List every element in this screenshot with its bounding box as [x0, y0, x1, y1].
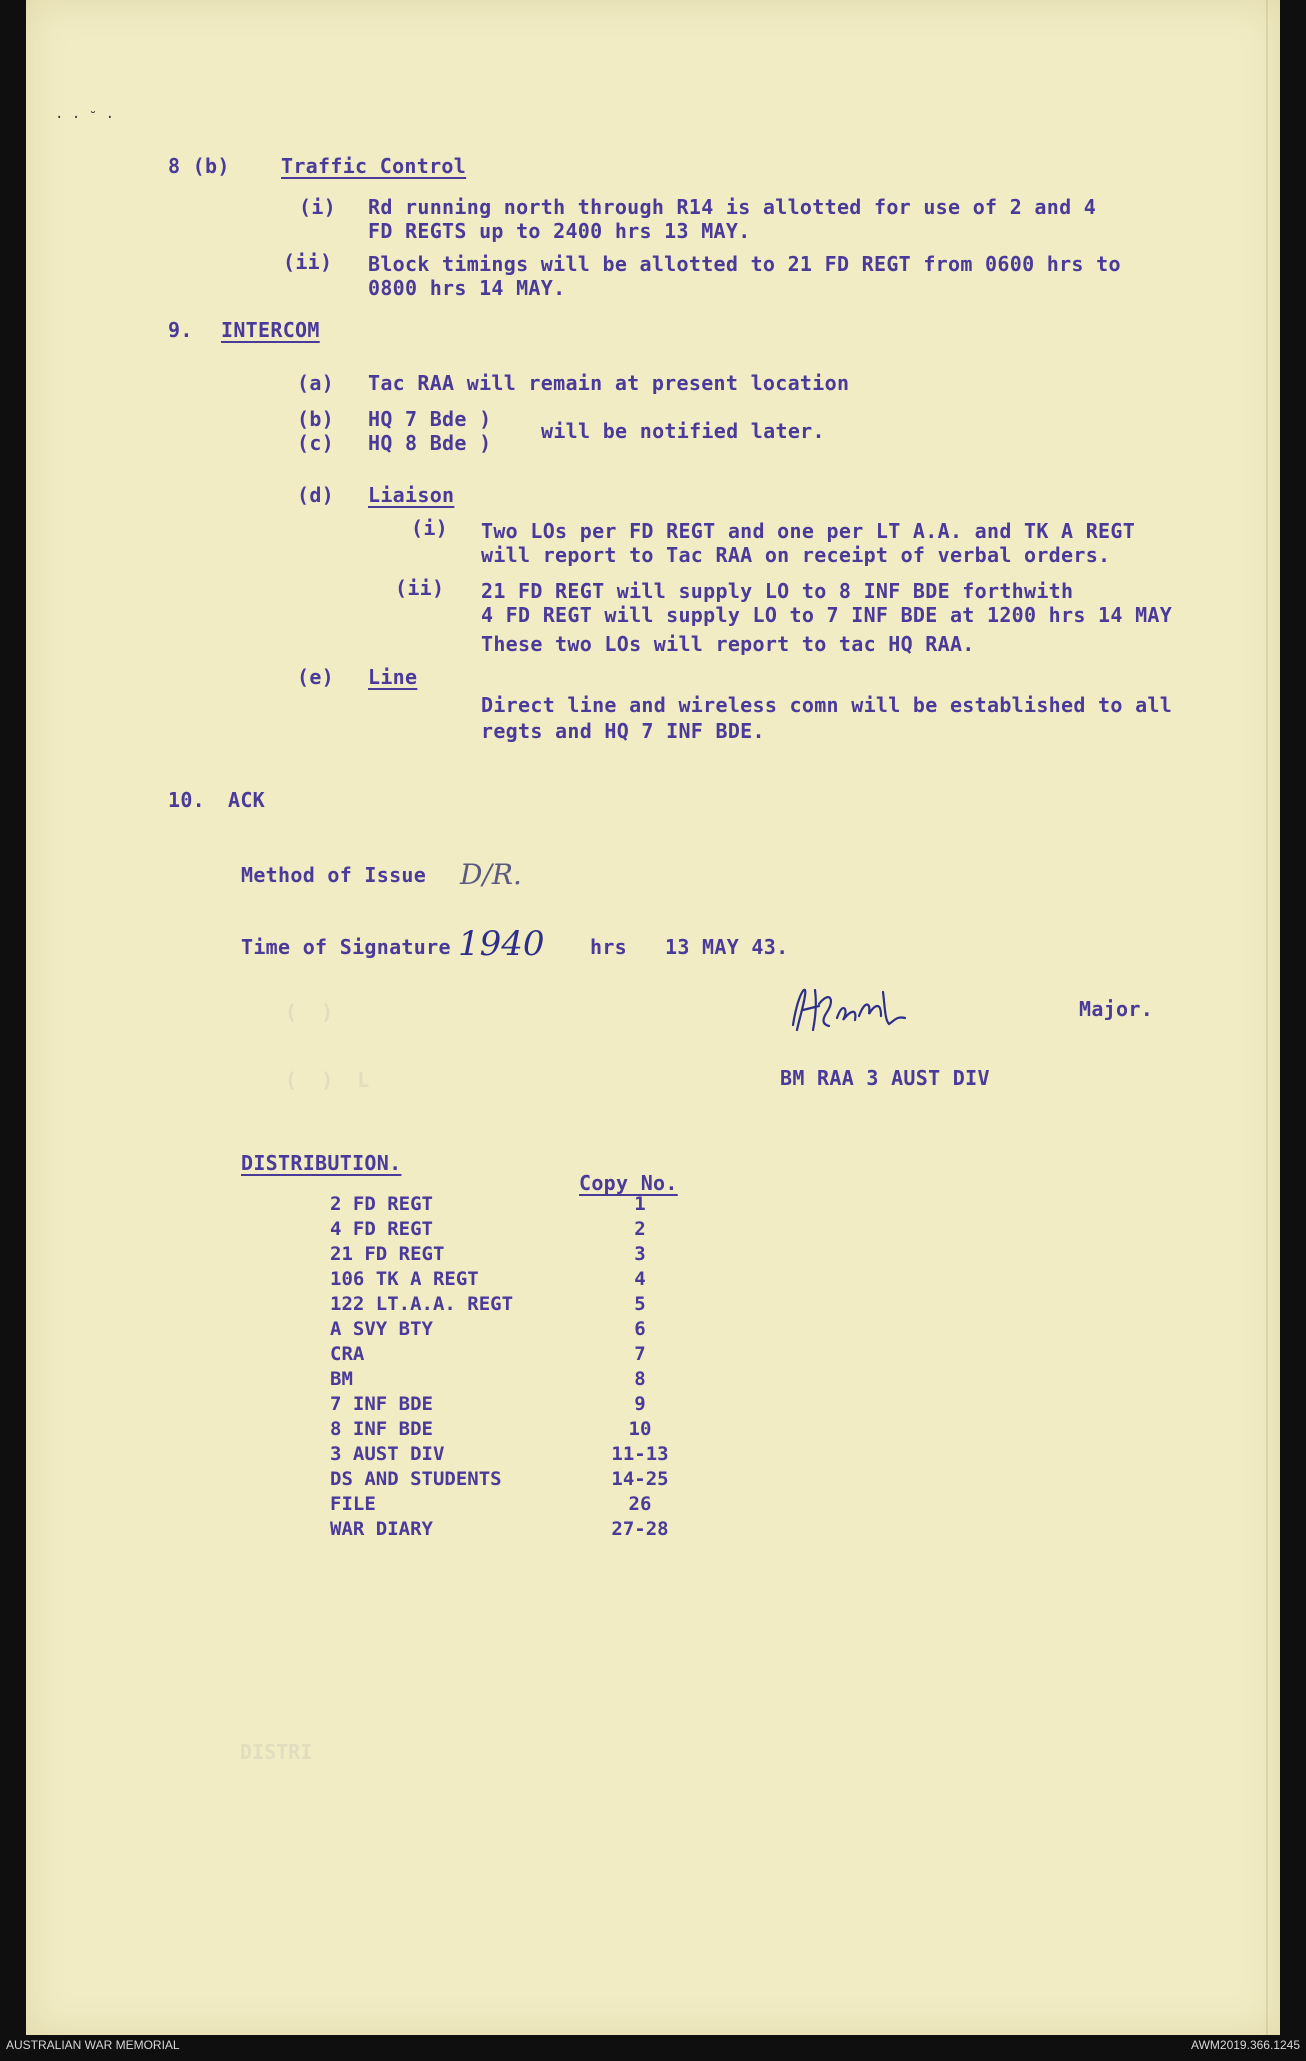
distribution-copy-number: 10 — [628, 1418, 652, 1440]
section-8b-i-line1: Rd running north through R14 is allotted for use of 2 and 4 — [368, 195, 1097, 219]
footer-accession-number: AWM2019.366.1245 — [1191, 2038, 1300, 2052]
distribution-unit: 3 AUST DIV — [330, 1443, 445, 1465]
bleed-through-text: ( ) — [285, 1000, 334, 1024]
section-8b-number: 8 (b) — [168, 154, 230, 178]
section-9e-title: Line — [368, 665, 418, 689]
distribution-unit: 106 TK A REGT — [330, 1268, 479, 1290]
section-10-title: ACK — [228, 788, 266, 812]
distribution-unit: 21 FD REGT — [330, 1243, 445, 1265]
distribution-unit: 2 FD REGT — [330, 1193, 433, 1215]
section-9d-label: (d) — [297, 483, 335, 507]
section-9e-line2: regts and HQ 7 INF BDE. — [481, 719, 765, 743]
section-9b-label: (b) — [297, 407, 335, 431]
distribution-row — [330, 1368, 700, 1393]
bleed-through-text: ( ) L — [285, 1068, 370, 1092]
distribution-copy-number: 9 — [634, 1393, 646, 1415]
distribution-row — [330, 1243, 700, 1268]
section-9a-label: (a) — [297, 371, 335, 395]
handwritten-signature — [785, 980, 915, 1040]
distribution-unit: CRA — [330, 1343, 365, 1365]
distribution-unit: 7 INF BDE — [330, 1393, 433, 1415]
section-9-title: INTERCOM — [221, 318, 320, 342]
distribution-row — [330, 1268, 700, 1293]
section-9d-i-line1: Two LOs per FD REGT and one per LT A.A. and TK A REGT — [481, 519, 1136, 543]
distribution-copy-number: 26 — [628, 1493, 652, 1515]
distribution-row — [330, 1218, 700, 1243]
distribution-unit: 8 INF BDE — [330, 1418, 433, 1440]
section-9bc-note: will be notified later. — [541, 419, 825, 443]
section-9-number: 9. — [168, 318, 193, 342]
signatory-rank: Major. — [1079, 997, 1154, 1021]
time-of-signature-suffix: hrs — [590, 935, 628, 959]
time-of-signature-value: 1940 — [458, 924, 545, 964]
section-9b-text: HQ 7 Bde ) — [368, 407, 492, 431]
distribution-row — [330, 1343, 700, 1368]
method-of-issue-value: D/R. — [460, 858, 522, 891]
section-8b-title: Traffic Control — [281, 154, 467, 178]
time-of-signature-label: Time of Signature — [241, 935, 451, 959]
signature-date: 13 MAY 43. — [665, 935, 789, 959]
distribution-row — [330, 1293, 700, 1318]
distribution-unit: FILE — [330, 1493, 376, 1515]
bleed-through-text: DISTRI — [240, 1740, 313, 1764]
method-of-issue-label: Method of Issue — [241, 863, 427, 887]
distribution-copy-number: 8 — [634, 1368, 646, 1390]
section-8b-ii-label: (ii) — [283, 250, 333, 274]
distribution-copy-number: 6 — [634, 1318, 646, 1340]
section-9a-text: Tac RAA will remain at present location — [368, 371, 850, 395]
section-9c-label: (c) — [297, 431, 335, 455]
section-9d-ii-line2: 4 FD REGT will supply LO to 7 INF BDE at 1200 hrs 14 MAY — [481, 603, 1173, 627]
signatory-appointment: BM RAA 3 AUST DIV — [780, 1066, 990, 1090]
section-8b-ii-line2: 0800 hrs 14 MAY. — [368, 276, 566, 300]
section-9d-title: Liaison — [368, 483, 455, 507]
stray-marks: · · ˘ · — [55, 110, 115, 126]
section-10-number: 10. — [168, 788, 206, 812]
distribution-unit: DS AND STUDENTS — [330, 1468, 502, 1490]
section-8b-ii-line1: Block timings will be allotted to 21 FD REGT from 0600 hrs to — [368, 252, 1121, 276]
distribution-copy-number: 3 — [634, 1243, 646, 1265]
copy-number-header: Copy No. — [579, 1171, 678, 1195]
distribution-copy-number: 7 — [634, 1343, 646, 1365]
distribution-unit: 122 LT.A.A. REGT — [330, 1293, 514, 1315]
distribution-copy-number: 11-13 — [611, 1443, 669, 1465]
distribution-row — [330, 1518, 700, 1543]
distribution-row — [330, 1393, 700, 1418]
section-9e-label: (e) — [297, 665, 335, 689]
section-9e-line1: Direct line and wireless comn will be established to all — [481, 693, 1173, 717]
section-9d-ii-line3: These two LOs will report to tac HQ RAA. — [481, 632, 975, 656]
section-9d-ii-line1: 21 FD REGT will supply LO to 8 INF BDE forthwith — [481, 579, 1074, 603]
section-9c-text: HQ 8 Bde ) — [368, 431, 492, 455]
section-9d-i-line2: will report to Tac RAA on receipt of verbal orders. — [481, 543, 1111, 567]
page-edge-shadow — [1266, 0, 1268, 2035]
distribution-row — [330, 1468, 700, 1493]
distribution-copy-number: 5 — [634, 1293, 646, 1315]
distribution-title: DISTRIBUTION. — [241, 1151, 402, 1175]
section-9d-i-label: (i) — [411, 516, 449, 540]
distribution-unit: BM — [330, 1368, 353, 1390]
distribution-copy-number: 1 — [634, 1193, 646, 1215]
distribution-table — [330, 1193, 700, 1543]
footer-institution: AUSTRALIAN WAR MEMORIAL — [6, 2038, 180, 2052]
distribution-row — [330, 1318, 700, 1343]
distribution-unit: 4 FD REGT — [330, 1218, 433, 1240]
distribution-copy-number: 2 — [634, 1218, 646, 1240]
distribution-row — [330, 1193, 700, 1218]
distribution-copy-number: 14-25 — [611, 1468, 669, 1490]
distribution-copy-number: 27-28 — [611, 1518, 669, 1540]
distribution-unit: WAR DIARY — [330, 1518, 433, 1540]
distribution-copy-number: 4 — [634, 1268, 646, 1290]
distribution-row — [330, 1418, 700, 1443]
distribution-row — [330, 1443, 700, 1468]
section-9d-ii-label: (ii) — [395, 576, 445, 600]
section-8b-i-label: (i) — [299, 195, 337, 219]
section-8b-i-line2: FD REGTS up to 2400 hrs 13 MAY. — [368, 219, 751, 243]
distribution-row — [330, 1493, 700, 1518]
distribution-unit: A SVY BTY — [330, 1318, 433, 1340]
